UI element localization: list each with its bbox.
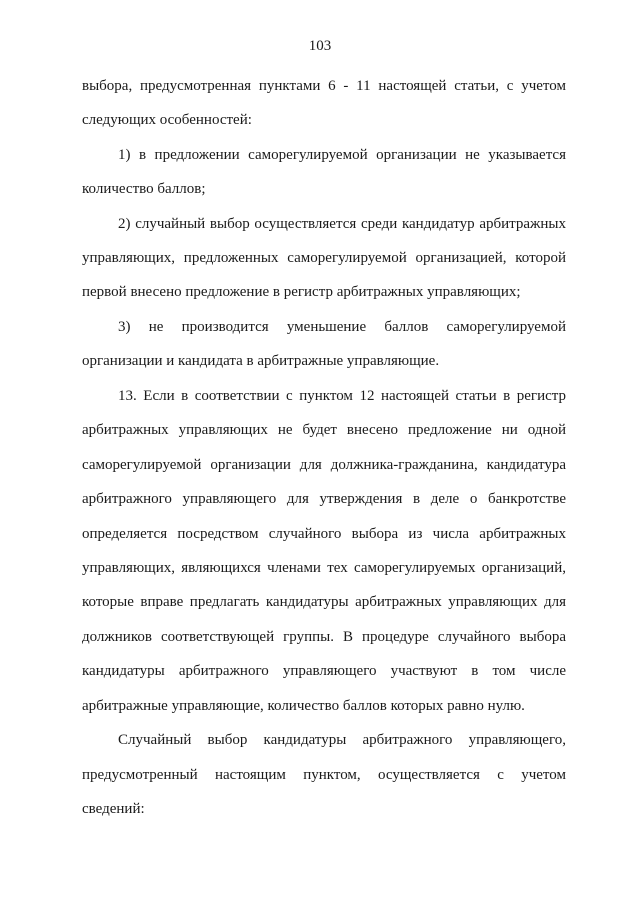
text-line: 3) не производится уменьшение баллов саморегулируемой	[118, 319, 566, 335]
text-line: арбитражного управляющего для утверждения в деле о банкротстве	[82, 491, 566, 507]
text-line: следующих особенностей:	[82, 112, 252, 128]
text-line: первой внесено предложение в регистр арбитражных управляющих;	[82, 284, 521, 300]
text-line: количество баллов;	[82, 181, 206, 197]
text-line: управляющих, являющихся членами тех саморегулируемых организаций,	[82, 560, 566, 576]
text-line: арбитражных управляющих не будет внесено предложение ни одной	[82, 422, 566, 438]
text-line: предусмотренный настоящим пунктом, осуществляется с учетом	[82, 767, 566, 783]
text-line: кандидатуры арбитражного управляющего участвуют в том числе	[82, 663, 566, 679]
text-line: Случайный выбор кандидатуры арбитражного управляющего,	[118, 732, 566, 748]
text-line: выбора, предусмотренная пунктами 6 - 11 настоящей статьи, с учетом	[82, 78, 566, 94]
text-line: управляющих, предложенных саморегулируемой организацией, которой	[82, 250, 566, 266]
text-line: сведений:	[82, 801, 145, 817]
text-line: 13. Если в соответствии с пунктом 12 настоящей статьи в регистр	[118, 388, 566, 404]
text-line: должников соответствующей группы. В процедуре случайного выбора	[82, 629, 566, 645]
page-number: 103	[308, 38, 332, 54]
text-line: определяется посредством случайного выбора из числа арбитражных	[82, 526, 566, 542]
text-line: которые вправе предлагать кандидатуры арбитражных управляющих для	[82, 594, 566, 610]
text-line: 2) случайный выбор осуществляется среди кандидатур арбитражных	[118, 216, 566, 232]
text-line: саморегулируемой организации для должника-гражданина, кандидатура	[82, 457, 566, 473]
text-line: арбитражные управляющие, количество баллов которых равно нулю.	[82, 698, 525, 714]
text-line: 1) в предложении саморегулируемой организации не указывается	[118, 147, 566, 163]
text-line: организации и кандидата в арбитражные управляющие.	[82, 353, 440, 369]
